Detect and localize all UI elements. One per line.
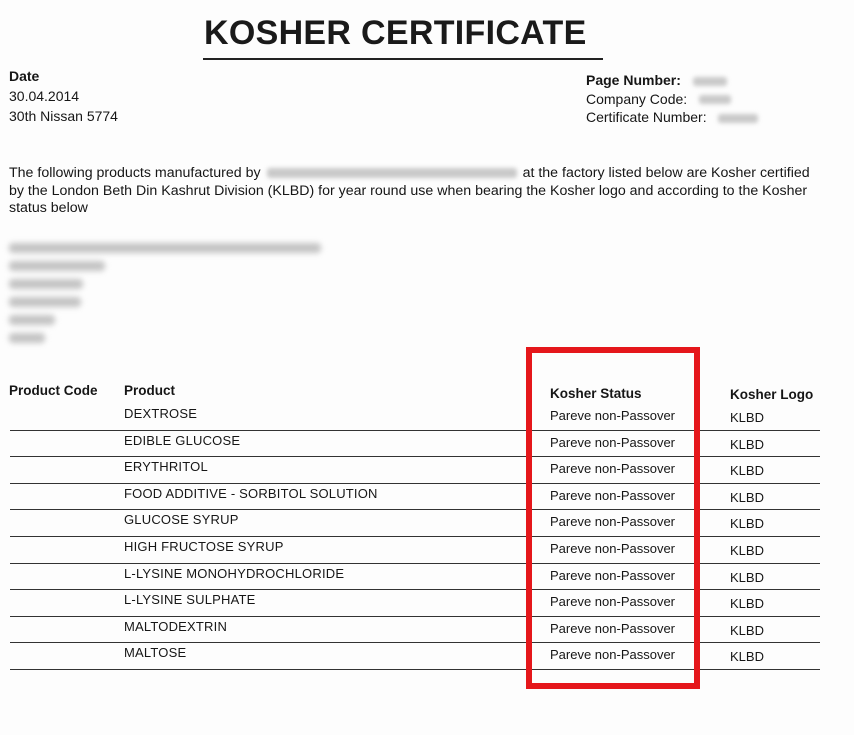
product-name: FOOD ADDITIVE - SORBITOL SOLUTION — [124, 485, 378, 501]
title-underline — [203, 58, 603, 60]
page-number-row — [586, 71, 758, 90]
address-line-redacted — [9, 333, 45, 343]
kosher-status-cell: Pareve non-Passover — [550, 647, 676, 663]
kosher-logo-cell: KLBD — [730, 436, 764, 452]
gregorian-date: 30.04.2014 — [9, 88, 80, 104]
product-name: DEXTROSE — [124, 406, 198, 421]
header-product-code: Product Code — [9, 383, 98, 398]
date-block — [9, 66, 118, 126]
kosher-logo-cell: KLBD — [730, 463, 764, 479]
page-number-redacted — [693, 77, 727, 86]
product-name: L-LYSINE MONOHYDROCHLORIDE — [124, 565, 345, 581]
certificate-number-redacted — [718, 114, 758, 123]
intro-text-end: at the factory listed below are Kosher certified by the London Beth Din Kashrut Division (KLBD) for year round use when bearing the Kosher logo and according to the Kosher status below — [9, 165, 810, 217]
certificate-number-row — [586, 108, 758, 127]
intro-paragraph — [9, 165, 819, 218]
kosher-status-cell: Pareve non-Passover — [550, 408, 676, 423]
kosher-status-cell: Pareve non-Passover — [550, 567, 676, 583]
header-kosher-status: Kosher Status — [550, 386, 642, 401]
certificate-meta — [586, 71, 758, 127]
address-line-redacted — [9, 243, 321, 253]
kosher-status-cell: Pareve non-Passover — [550, 620, 676, 636]
table-row — [0, 431, 854, 458]
kosher-status-cell: Pareve non-Passover — [550, 514, 676, 530]
kosher-status-cell: Pareve non-Passover — [550, 594, 676, 610]
address-line-redacted — [9, 261, 105, 271]
product-name: HIGH FRUCTOSE SYRUP — [124, 538, 284, 554]
product-name: MALTOSE — [124, 645, 187, 661]
table-row — [0, 643, 854, 670]
header-product: Product — [124, 383, 176, 398]
kosher-logo-cell: KLBD — [730, 489, 764, 505]
table-row — [0, 564, 854, 591]
table-row — [0, 537, 854, 564]
header-kosher-logo: Kosher Logo — [730, 387, 814, 402]
kosher-logo-cell: KLBD — [730, 542, 764, 558]
kosher-logo-cell: KLBD — [730, 649, 764, 665]
page-number-label: Page Number: — [586, 72, 681, 88]
table-row — [0, 590, 854, 617]
product-table — [0, 404, 854, 670]
kosher-logo-cell: KLBD — [730, 410, 764, 425]
date-label: Date — [9, 68, 40, 84]
factory-address-redacted — [9, 243, 321, 351]
product-name: MALTODEXTRIN — [124, 618, 228, 634]
company-code-row — [586, 90, 758, 109]
kosher-logo-cell: KLBD — [730, 516, 764, 532]
certificate-number-label: Certificate Number: — [586, 109, 707, 125]
product-name: L-LYSINE SULPHATE — [124, 592, 256, 608]
hebrew-date: 30th Nissan 5774 — [9, 108, 118, 124]
page-title: KOSHER CERTIFICATE — [204, 14, 587, 52]
product-name: ERYTHRITOL — [124, 459, 208, 475]
company-code-label: Company Code: — [586, 90, 688, 107]
kosher-status-cell: Pareve non-Passover — [550, 487, 676, 503]
intro-text-start: The following products manufactured by — [9, 165, 261, 181]
table-row — [0, 617, 854, 644]
kosher-status-cell: Pareve non-Passover — [550, 461, 676, 477]
kosher-logo-cell: KLBD — [730, 596, 764, 612]
address-line-redacted — [9, 297, 81, 307]
table-row — [0, 484, 854, 511]
table-row — [0, 510, 854, 537]
kosher-logo-cell: KLBD — [730, 569, 764, 585]
manufacturer-redacted — [267, 168, 517, 178]
company-code-redacted — [699, 95, 731, 104]
table-row — [0, 457, 854, 484]
kosher-status-cell: Pareve non-Passover — [550, 540, 676, 556]
product-name: GLUCOSE SYRUP — [124, 512, 239, 528]
address-line-redacted — [9, 279, 83, 289]
kosher-logo-cell: KLBD — [730, 622, 764, 638]
kosher-status-highlight — [526, 347, 700, 689]
table-row — [0, 404, 854, 431]
address-line-redacted — [9, 315, 55, 325]
product-name: EDIBLE GLUCOSE — [124, 432, 241, 448]
kosher-status-cell: Pareve non-Passover — [550, 434, 676, 450]
